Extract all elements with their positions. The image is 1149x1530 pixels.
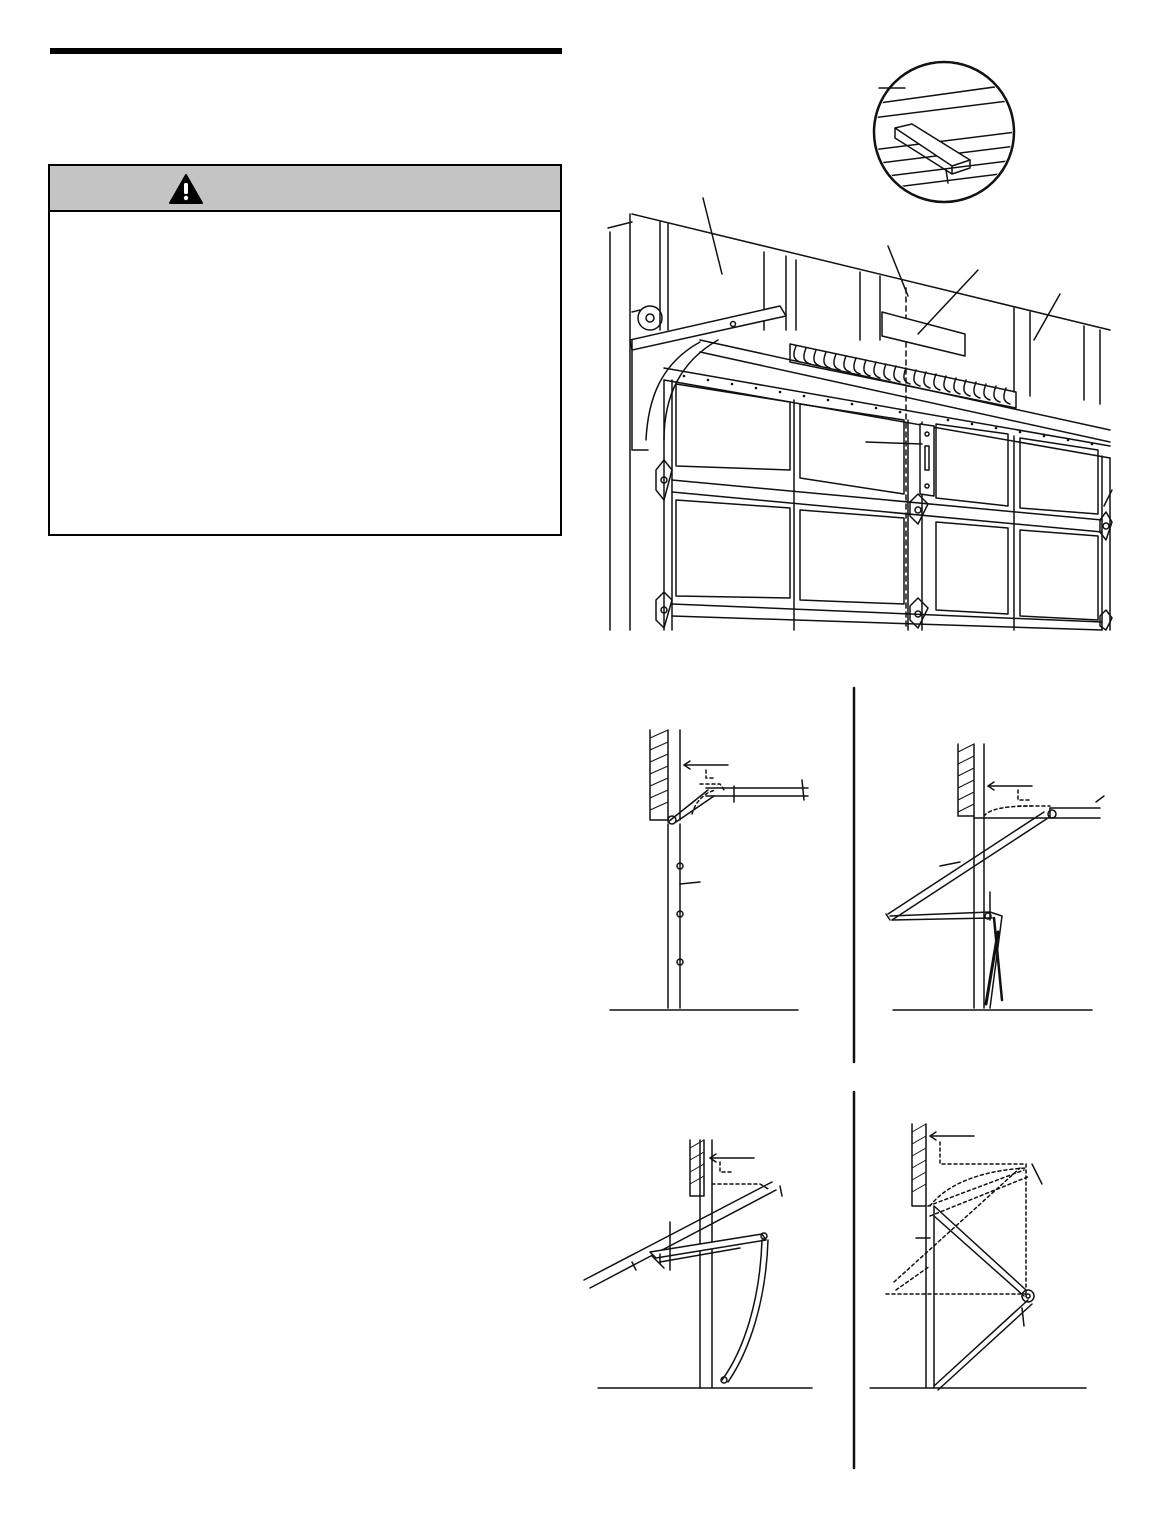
garage-door-illustration bbox=[608, 198, 1112, 630]
one-piece-door-pivot-figure bbox=[886, 744, 1104, 1010]
detail-circle bbox=[872, 62, 1016, 202]
sectional-door-track-figure bbox=[610, 730, 808, 1010]
sectional-door-arm-figure bbox=[584, 1140, 812, 1388]
one-piece-door-swing-figure bbox=[870, 1124, 1086, 1390]
torsion-spring bbox=[790, 344, 1016, 408]
